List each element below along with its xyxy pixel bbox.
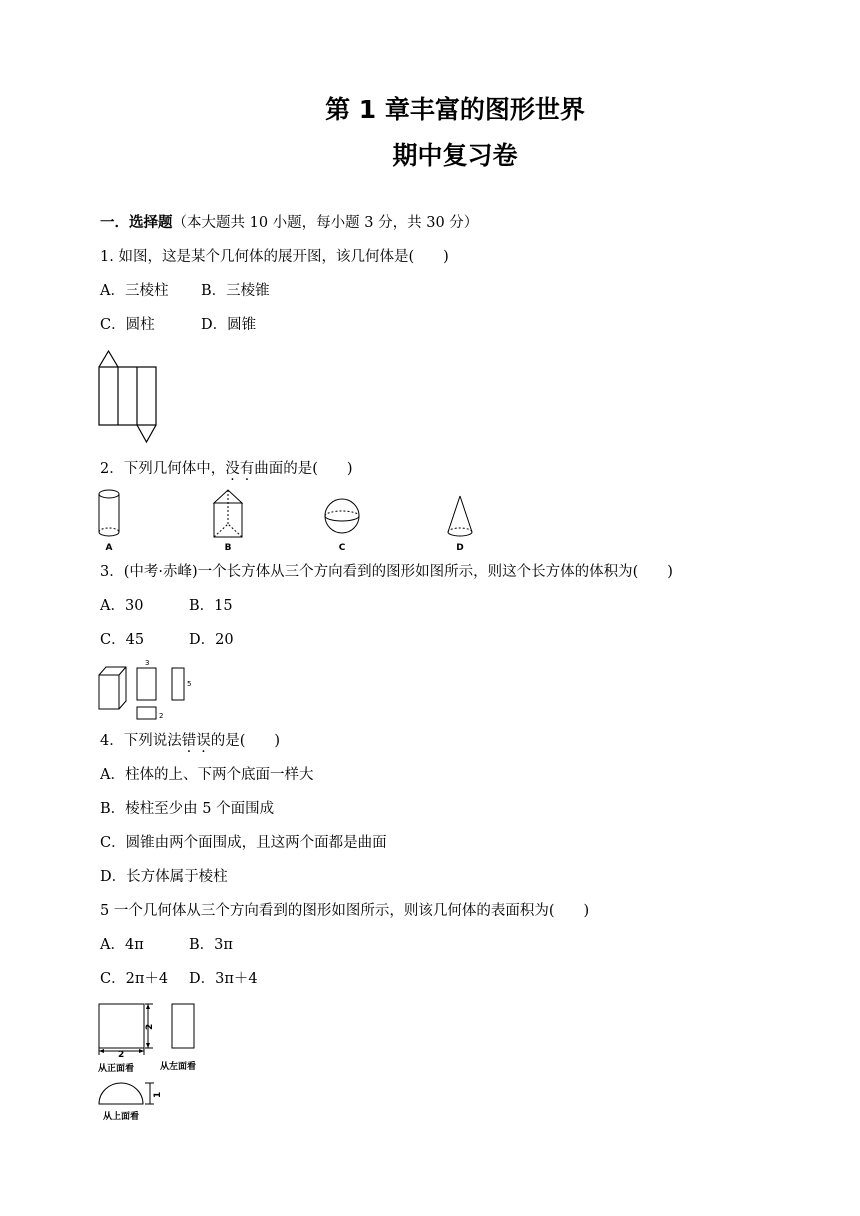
q3-option-b: B．15 bbox=[189, 598, 233, 614]
q1-option-a: A．三棱柱 bbox=[100, 283, 169, 299]
q3-dim-bottom: 2 bbox=[159, 712, 164, 720]
section-note: （本大题共 10 小题，每小题 3 分，共 30 分） bbox=[172, 215, 479, 231]
q5-stem: 5 一个几何体从三个方向看到的图形如图所示，则该几何体的表面积为( ) bbox=[100, 903, 590, 919]
q4-option-c: C．圆锥由两个面围成，且这两个面都是曲面 bbox=[100, 835, 387, 851]
q5-dim-top: 1 bbox=[153, 1091, 163, 1098]
q4-option-d: D．长方体属于棱柱 bbox=[100, 869, 228, 885]
q3-option-d: D．20 bbox=[189, 632, 234, 648]
q4-stem: 4．下列说法错误的是( ) bbox=[100, 733, 281, 749]
q5-options-row1 bbox=[100, 936, 233, 954]
q5-option-b: B．3π bbox=[189, 937, 233, 953]
q3-options-row1 bbox=[100, 597, 233, 615]
q1-stem: 1. 如图，这是某个几何体的展开图，该几何体是( ) bbox=[100, 249, 449, 265]
q1-option-d: D．圆锥 bbox=[201, 317, 257, 333]
q2-label-d: D bbox=[456, 543, 464, 553]
q5-view-top: 从上面看 bbox=[103, 1112, 140, 1122]
q1-options-row2 bbox=[100, 316, 256, 334]
q1-net-figure bbox=[98, 350, 160, 446]
q5-view-front: 从正面看 bbox=[98, 1064, 135, 1074]
q3-dim-top: 3 bbox=[145, 659, 150, 667]
q2-stem: 2．下列几何体中，没有曲面的是( ) bbox=[100, 461, 353, 477]
q5-option-c: C．2π＋4 bbox=[100, 971, 169, 987]
q2-solids-figure bbox=[96, 486, 496, 556]
q5-options-row2 bbox=[100, 970, 258, 988]
q5-option-d: D．3π＋4 bbox=[189, 971, 258, 987]
q3-option-a: A．30 bbox=[100, 598, 144, 614]
q2-label-a: A bbox=[105, 543, 113, 553]
q3-stem: 3．(中考·赤峰)一个长方体从三个方向看到的图形如图所示，则这个长方体的体积为( ) bbox=[100, 564, 673, 580]
q5-dim-height: 2 bbox=[145, 1023, 155, 1030]
q3-views-figure bbox=[98, 658, 198, 724]
q2-label-b: B bbox=[224, 543, 232, 553]
q4-option-a: A．柱体的上、下两个底面一样大 bbox=[100, 767, 314, 783]
page-title: 第 1 章丰富的图形世界 bbox=[325, 95, 585, 124]
q3-options-row2 bbox=[100, 631, 234, 649]
q2-label-c: C bbox=[338, 543, 346, 553]
q5-view-left: 从左面看 bbox=[160, 1062, 197, 1072]
q1-option-c: C．圆柱 bbox=[100, 317, 155, 333]
q1-options-row1 bbox=[100, 282, 270, 300]
q1-option-b: B．三棱锥 bbox=[201, 283, 270, 299]
q5-option-a: A．4π bbox=[100, 937, 144, 953]
q5-views-figure bbox=[97, 1001, 217, 1123]
q3-option-c: C．45 bbox=[100, 632, 145, 648]
section-title: 一．选择题 bbox=[100, 215, 173, 231]
section-heading bbox=[100, 214, 478, 232]
q3-dim-side: 5 bbox=[187, 680, 192, 688]
q5-dim-width: 2 bbox=[118, 1050, 125, 1060]
page-subtitle: 期中复习卷 bbox=[392, 141, 518, 170]
q4-option-b: B．棱柱至少由 5 个面围成 bbox=[100, 801, 275, 817]
